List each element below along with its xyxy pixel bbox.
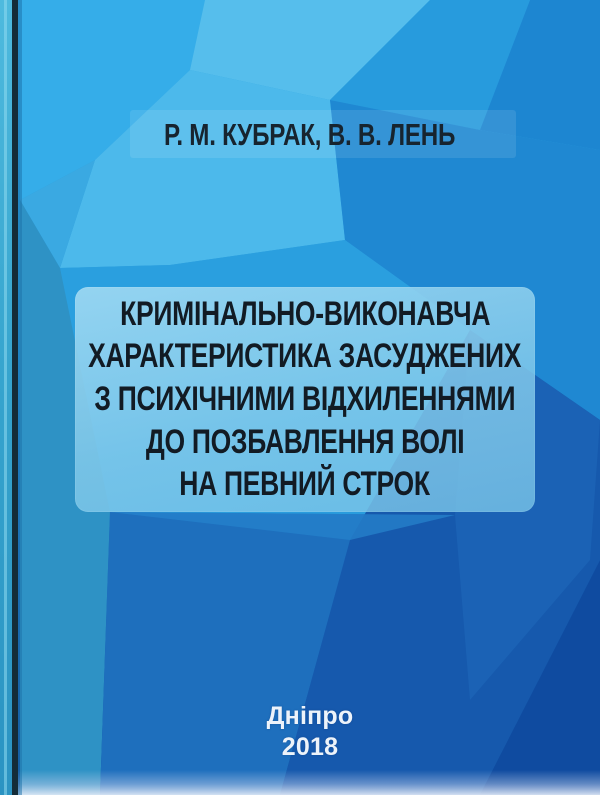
title-line: НА ПЕВНИЙ СТРОК bbox=[179, 465, 431, 504]
imprint-block bbox=[20, 701, 600, 763]
authors-text: Р. М. КУБРАК, В. В. ЛЕНЬ bbox=[164, 117, 456, 152]
imprint-year: 2018 bbox=[281, 733, 339, 761]
title-line: ДО ПОЗБАВЛЕННЯ ВОЛІ bbox=[145, 422, 465, 461]
imprint-city: Дніпро bbox=[266, 702, 354, 730]
author-line bbox=[20, 112, 600, 158]
title-line: КРИМІНАЛЬНО-ВИКОНАВЧА bbox=[119, 294, 491, 333]
title-panel bbox=[75, 287, 535, 512]
title-line: З ПСИХІЧНИМИ ВІДХИЛЕННЯМИ bbox=[94, 380, 516, 418]
title-line: ХАРАКТЕРИСТИКА ЗАСУДЖЕНИХ bbox=[88, 337, 522, 376]
